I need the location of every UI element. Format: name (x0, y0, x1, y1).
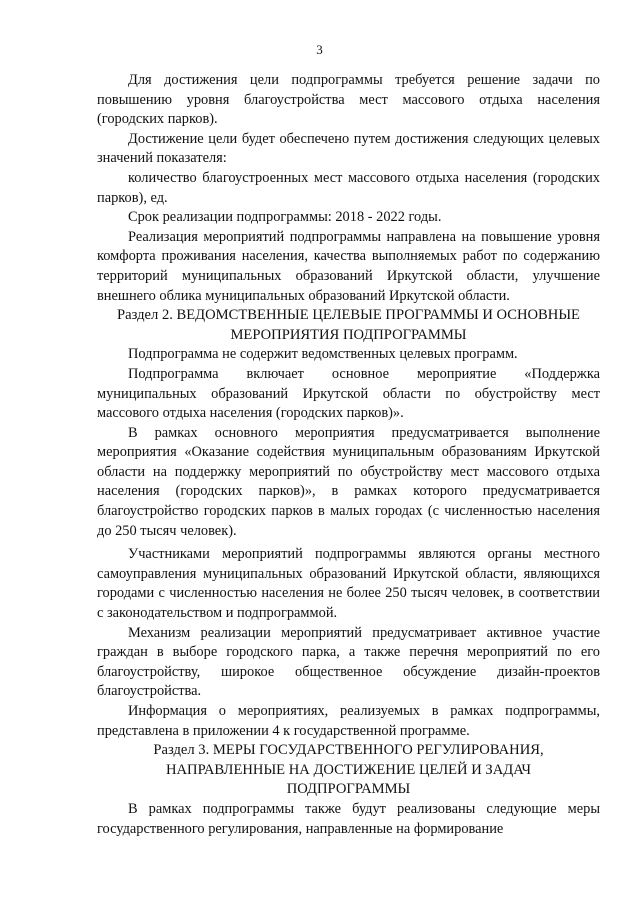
intro-paragraph-1: Для достижения цели подпрограммы требуется решение задачи по повышению уровня благоустройства мест массового отдыха населения (городских парков). (97, 72, 600, 128)
section-2-paragraph-2: Подпрограмма включает основное мероприятие «Поддержка муниципальных образований Иркутской области по обустройству мест массового отдыха населения (городских парков)». (97, 365, 600, 422)
intro-paragraph-2: Достижение цели будет обеспечено путем достижения следующих целевых значений показателя: (97, 130, 600, 167)
section-3-paragraph-1: В рамках подпрограммы также будут реализованы следующие меры государственного регулирования, направленные на формирование (97, 800, 600, 837)
section-2-title-line-2: МЕРОПРИЯТИЯ ПОДПРОГРАММЫ (230, 326, 467, 343)
section-2-paragraph-5: Механизм реализации мероприятий предусматривает активное участие граждан в выборе городского парка, а также перечня мероприятий по его благоустройству, широкое общественное обсуждение дизайн-проектов благоустройства. (97, 624, 600, 700)
intro-paragraph-3: количество благоустроенных мест массового отдыха населения (городских парков), ед. (97, 169, 600, 206)
page-number: 3 (316, 42, 323, 57)
section-2-paragraph-4: Участниками мероприятий подпрограммы являются органы местного самоуправления муниципальных образований Иркутской области, являющихся городами с численностью населения не более 250 тысяч человек, в соответствии с законодательством и подпрограммой. (97, 546, 600, 622)
section-3-title-line-3: ПОДПРОГРАММЫ (286, 781, 411, 798)
section-3-title-line-1: Раздел 3. МЕРЫ ГОСУДАРСТВЕННОГО РЕГУЛИРОВАНИЯ, (153, 742, 544, 759)
section-3-heading (97, 741, 600, 800)
intro-paragraph-5: Реализация мероприятий подпрограммы направлена на повышение уровня комфорта проживания населения, качества выполняемых работ по содержанию территорий муниципальных образований Иркутской области, улучшение внешнего облика муниципальных образований Иркутской области. (97, 228, 600, 304)
page-content (97, 71, 600, 839)
section-3-title-line-2: НАПРАВЛЕННЫЕ НА ДОСТИЖЕНИЕ ЦЕЛЕЙ И ЗАДАЧ (165, 761, 532, 778)
section-2-heading (97, 306, 600, 345)
section-2-paragraph-6: Информация о мероприятиях, реализуемых в рамках подпрограммы, представлена в приложении 4 к государственной программе. (97, 703, 600, 739)
section-2-title-line-1: Раздел 2. ВЕДОМСТВЕННЫЕ ЦЕЛЕВЫЕ ПРОГРАММЫ И ОСНОВНЫЕ (117, 307, 580, 324)
intro-paragraph-4: Срок реализации подпрограммы: 2018 - 2022 годы. (128, 209, 442, 226)
section-2-paragraph-1: Подпрограмма не содержит ведомственных целевых программ. (128, 346, 518, 363)
section-2-paragraph-3: В рамках основного мероприятия предусматривается выполнение мероприятия «Оказание содействия муниципальным образованиям Иркутской области на поддержку мероприятий по обустройству мест массового отдыха населения (городских парков)», в рамках которого предусматривается благоустройство городских парков в малых городах (с численностью населения до 250 тысяч человек). (97, 424, 600, 539)
